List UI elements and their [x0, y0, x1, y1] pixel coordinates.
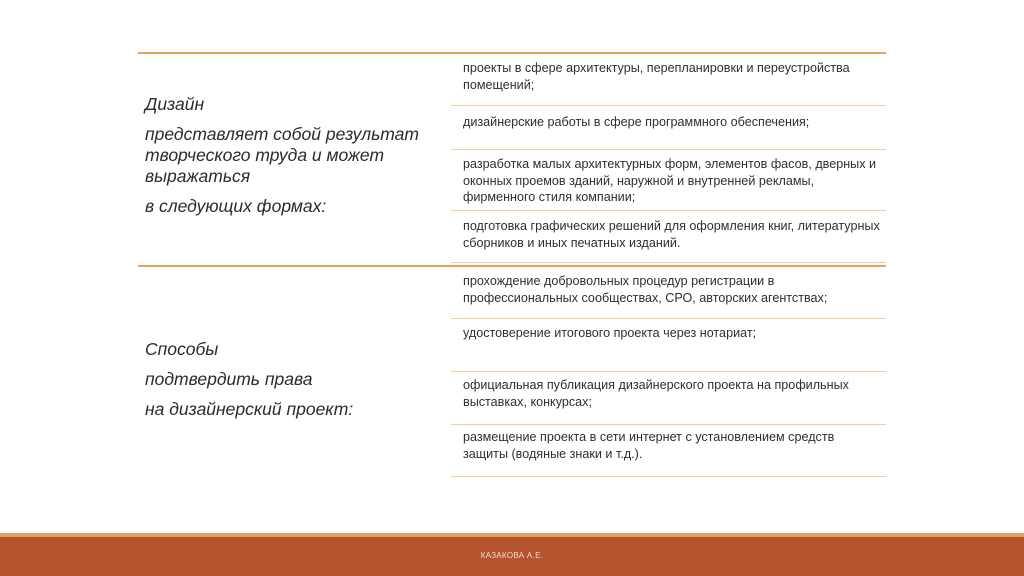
- section2-heading-line: подтвердить права: [145, 369, 313, 389]
- section1-heading-line: в следующих формах:: [145, 196, 327, 216]
- list-item: [451, 377, 886, 425]
- list-item: [451, 114, 886, 150]
- section1-heading-line: Дизайн: [145, 94, 205, 114]
- list-item-text: прохождение добровольных процедур регистрации в профессиональных сообществах, СРО, авторских агентствах;: [463, 274, 828, 305]
- section1-heading-line: представляет собой результат творческого труда и может выражаться: [145, 124, 419, 186]
- list-item: [451, 60, 886, 106]
- section2-heading-line: Способы: [145, 339, 219, 359]
- list-item: [451, 273, 886, 319]
- list-item-text: разработка малых архитектурных форм, элементов фасов, дверных и оконных проемов зданий, наружной и внутренней рекламы, фирменного стиля компании;: [463, 157, 877, 204]
- section1-heading: [145, 94, 445, 217]
- section2-list: [451, 267, 886, 479]
- section1-list: [451, 52, 886, 265]
- section2-heading-line: на дизайнерский проект:: [145, 399, 354, 419]
- footer-author: КАЗАКОВА А.Е.: [480, 551, 544, 560]
- list-item-text: официальная публикация дизайнерского проекта на профильных выставках, конкурсах;: [463, 378, 849, 409]
- list-item-text: подготовка графических решений для оформления книг, литературных сборников и иных печатных изданий.: [463, 219, 880, 250]
- list-item-text: размещение проекта в сети интернет с установлением средств защиты (водяные знаки и т.д.).: [463, 430, 835, 461]
- footer-bar: [0, 537, 1024, 576]
- list-item-text: проекты в сфере архитектуры, перепланировки и переустройства помещений;: [463, 61, 850, 92]
- list-item: [451, 325, 886, 372]
- list-item-text: дизайнерские работы в сфере программного обеспечения;: [463, 115, 810, 129]
- section2-heading: [145, 339, 353, 420]
- list-item: [451, 218, 886, 263]
- list-item: [451, 429, 886, 477]
- list-item: [451, 156, 886, 211]
- list-item-text: удостоверение итогового проекта через нотариат;: [463, 326, 757, 340]
